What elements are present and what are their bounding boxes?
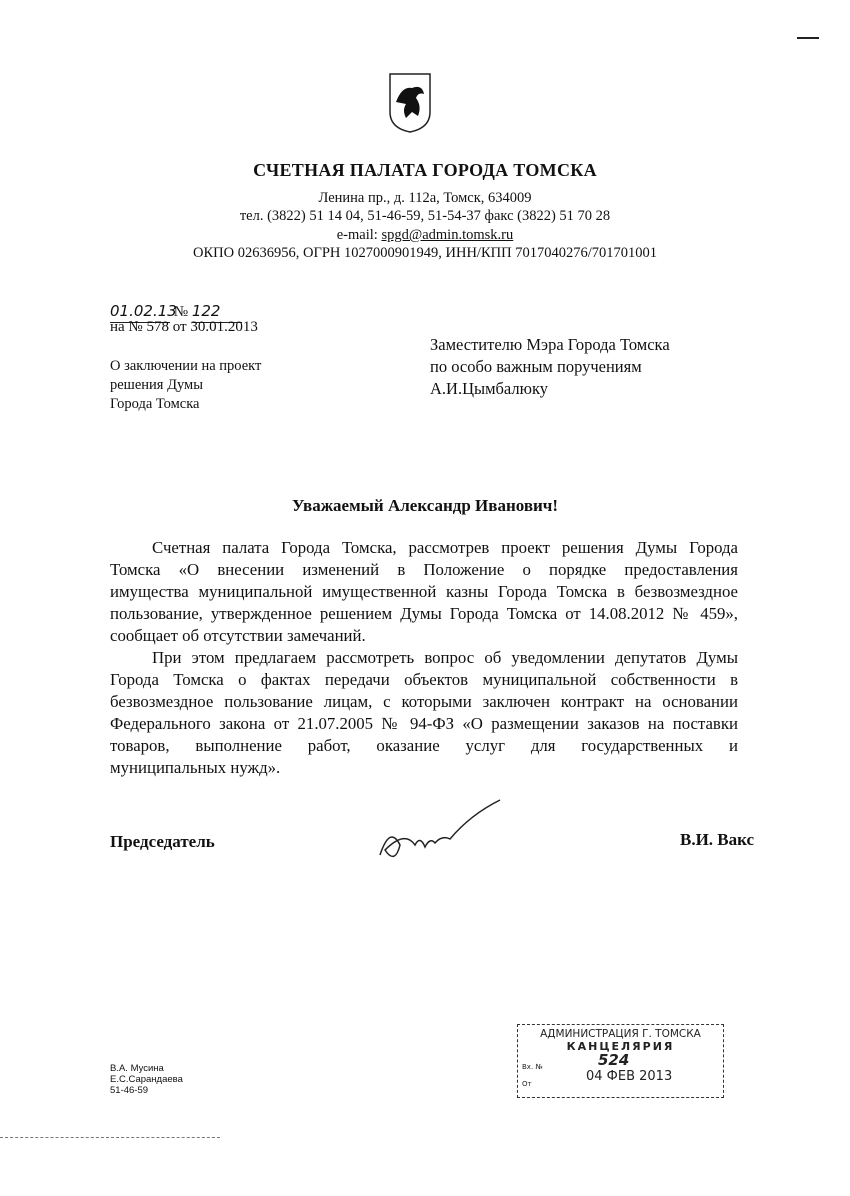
scan-edge [0, 1137, 220, 1138]
text-line: При этом предлагаем рассмотреть вопрос об уведомлении депутатов Думы [152, 648, 738, 667]
subject [110, 357, 261, 414]
stamp-in-label: Вх. № [522, 1063, 543, 1071]
text-line: сообщает об отсутствии замечаний. [110, 626, 366, 645]
stamp-line: АДМИНИСТРАЦИЯ Г. ТОМСКА [540, 1028, 701, 1040]
email-line [0, 227, 850, 244]
recipient [430, 334, 670, 400]
signature-image [370, 795, 505, 870]
reply-reference: на № 578 от 30.01.2013 [110, 319, 258, 335]
text-line: имущества муниципальной имущественной казны Города Томска в безвозмездное [110, 582, 738, 601]
phones: тел. (3822) 51 14 04, 51-46-59, 51-54-37 факс (3822) 51 70 28 [239, 208, 611, 224]
handwritten-date: 01.02.13 [110, 300, 170, 323]
stamp-number: 524 [598, 1051, 630, 1069]
greeting: Уважаемый Александр Иванович! [291, 496, 559, 515]
paragraph-1 [110, 537, 738, 779]
subject-line: решения Думы [110, 377, 203, 393]
text-line: Города Томска о фактах передачи объектов муниципальной собственности в [110, 670, 738, 689]
signatory-name: В.И. Вакс [680, 830, 755, 849]
executors [110, 1063, 183, 1096]
registration-stamp [517, 1024, 724, 1098]
text-line: Томска «О внесении изменений в Положение о порядке предоставления [110, 560, 738, 579]
text-line: пользование, утвержденное решением Думы Города Томска от 14.08.2012 № 459», [110, 604, 738, 623]
executor-name: В.А. Мусина [110, 1063, 164, 1074]
stamp-date: 04 ФЕВ 2013 [586, 1069, 673, 1084]
text-line: товаров, выполнение работ, оказание услуг для государственных и [110, 736, 738, 755]
number-label: № [173, 304, 189, 320]
handwritten-number: 122 [192, 300, 242, 323]
recipient-line: Заместителю Мэра Города Томска [430, 335, 670, 354]
executor-name: Е.С.Сарандаева [110, 1074, 183, 1085]
subject-line: Города Томска [110, 396, 200, 412]
executor-phone: 51-46-59 [110, 1085, 149, 1096]
recipient-line: А.И.Цымбалюку [430, 379, 548, 398]
email-label: e-mail: [336, 227, 382, 243]
stamp-line: КАНЦЕЛЯРИЯ [566, 1040, 675, 1053]
text-line: безвозмездное пользование лицам, с которыми заключен контракт на основании [110, 692, 738, 711]
org-codes: ОКПО 02636956, ОГРН 1027000901949, ИНН/КПП 7017040276/701701001 [193, 245, 657, 261]
recipient-line: по особо важным поручениям [430, 357, 642, 376]
scan-mark [797, 37, 819, 39]
address: Ленина пр., д. 112а, Томск, 634009 [318, 190, 532, 206]
email-link[interactable]: spgd@admin.tomsk.ru [381, 227, 514, 243]
text-line: муниципальных нужд». [110, 758, 281, 777]
text-line: Счетная палата Города Томска, рассмотрев проект решения Думы Города [152, 538, 738, 557]
organization-name: СЧЕТНАЯ ПАЛАТА ГОРОДА ТОМСКА [253, 160, 597, 180]
text-line: Федерального закона от 21.07.2005 № 94-ФЗ «О размещении заказов на поставки [110, 714, 738, 733]
subject-line: О заключении на проект [110, 358, 262, 374]
stamp-from-label: От [522, 1080, 532, 1088]
signatory-position: Председатель [110, 832, 215, 851]
coat-of-arms-icon [388, 72, 432, 134]
